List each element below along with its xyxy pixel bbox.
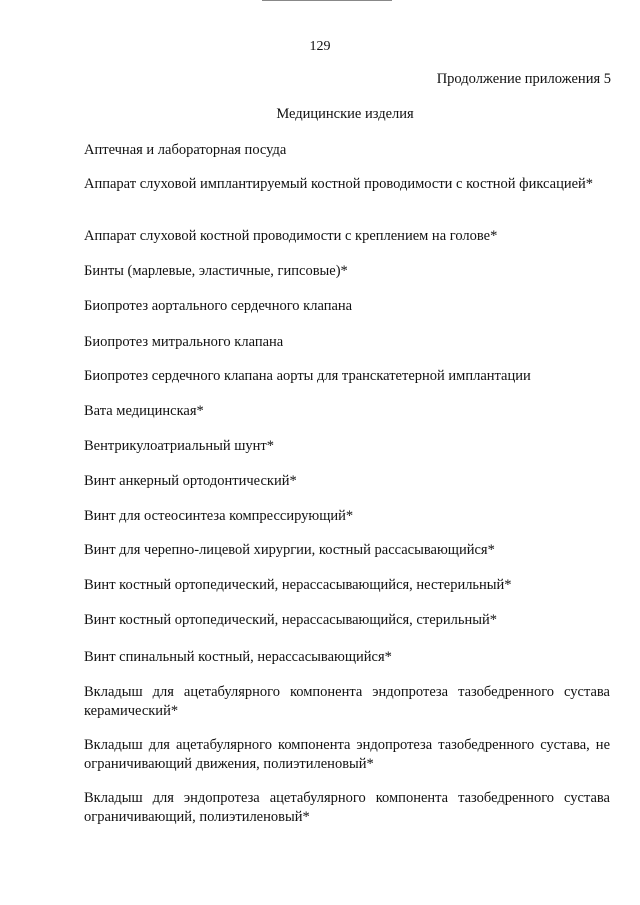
section-title: Медицинские изделия <box>276 106 414 122</box>
list-item: Винт для остеосинтеза компрессирующий* <box>84 508 354 524</box>
list-item: Биопротез сердечного клапана аорты для транскатетерной имплантации <box>84 368 531 384</box>
list-item: Вкладыш для ацетабулярного компонента эндопротеза тазобедренного сустава керамический* <box>84 684 610 719</box>
list-item: Винт спинальный костный, нерассасывающийся* <box>84 649 392 665</box>
list-item: Биопротез аортального сердечного клапана <box>84 298 353 314</box>
page-number: 129 <box>309 39 331 54</box>
list-item: Биопротез митрального клапана <box>84 334 284 350</box>
list-item: Вкладыш для эндопротеза ацетабулярного компонента тазобедренного сустава ограничивающий, полиэтиленовый* <box>84 790 610 825</box>
list-item: Аптечная и лабораторная посуда <box>84 142 287 158</box>
list-item: Винт костный ортопедический, нерассасывающийся, стерильный* <box>84 612 498 628</box>
appendix-continuation-note: Продолжение приложения 5 <box>436 71 611 87</box>
list-item: Вата медицинская* <box>84 403 204 419</box>
list-item: Бинты (марлевые, эластичные, гипсовые)* <box>84 263 348 279</box>
list-item: Винт для черепно-лицевой хирургии, костный рассасывающийся* <box>84 542 495 558</box>
top-scan-rule <box>262 0 392 1</box>
list-item: Винт костный ортопедический, нерассасывающийся, нестерильный* <box>84 577 512 593</box>
list-item: Аппарат слуховой костной проводимости с креплением на голове* <box>84 228 498 244</box>
list-item: Винт анкерный ортодонтический* <box>84 473 297 489</box>
list-item: Вкладыш для ацетабулярного компонента эндопротеза тазобедренного сустава, не ограничивающий движения, полиэтиленовый* <box>84 737 610 772</box>
list-item: Аппарат слуховой имплантируемый костной проводимости с костной фиксацией* <box>84 176 594 192</box>
list-item: Вентрикулоатриальный шунт* <box>84 438 274 454</box>
